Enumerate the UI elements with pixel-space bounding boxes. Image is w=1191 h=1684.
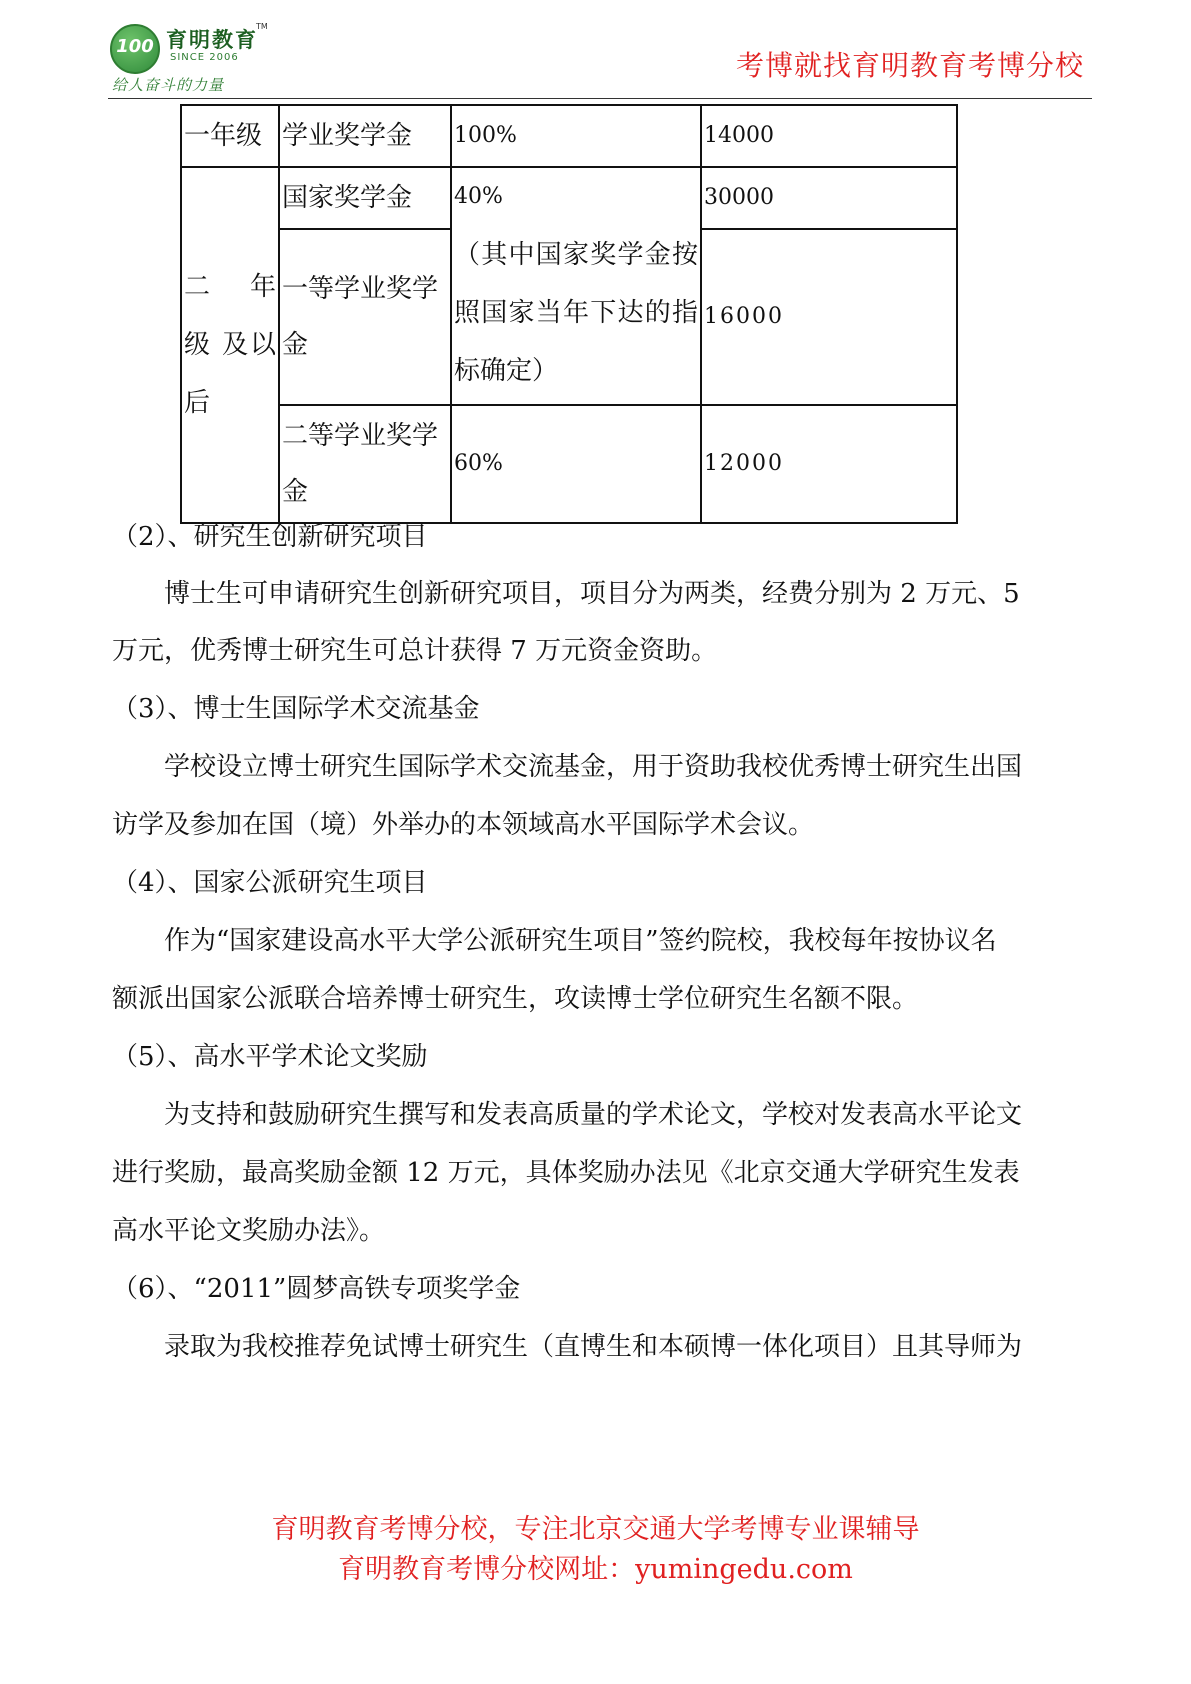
type-cell — [279, 405, 451, 523]
type-cell: 国家奖学金 — [279, 167, 451, 229]
ratio-note: （其中国家奖学金按照国家当年下达的指标确定） — [454, 240, 698, 386]
section-title: （5）、高水平学术论文奖励 — [112, 1042, 428, 1072]
type-label: 一等学业奖学金 — [282, 274, 439, 360]
type-cell — [279, 229, 451, 405]
ratio-cell: 60% — [451, 405, 701, 523]
logo-tm: TM — [256, 22, 268, 31]
paragraph-line: 万元，优秀博士研究生可总计获得 7 万元资金资助。 — [112, 636, 718, 666]
paragraph-line: 访学及参加在国（境）外举办的本领域高水平国际学术会议。 — [112, 810, 815, 840]
section-title: （4）、国家公派研究生项目 — [112, 868, 428, 898]
header-title: 考博就找育明教育考博分校 — [735, 49, 1084, 82]
ratio-cell — [451, 167, 701, 405]
grade-label: 二 年 级 及以后 — [184, 272, 276, 418]
paragraph-line: 高水平论文奖励办法》。 — [112, 1216, 386, 1246]
paragraph-line: 录取为我校推荐免试博士研究生（直博生和本硕博一体化项目）且其导师为 — [112, 1332, 1023, 1362]
section-title: （6）、“2011”圆梦高铁专项奖学金 — [112, 1274, 521, 1304]
ratio-cell: 100% — [451, 105, 701, 167]
grade-cell — [181, 167, 279, 523]
logo-since: SINCE 2006 — [170, 52, 239, 63]
amount-cell: 16000 — [701, 229, 957, 405]
paragraph-line: 进行奖励，最高奖励金额 12 万元，具体奖励办法见《北京交通大学研究生发表 — [112, 1158, 1020, 1188]
table-row — [181, 167, 957, 229]
paragraph-line: 作为“国家建设高水平大学公派研究生项目”签约院校，我校每年按协议名 — [112, 926, 997, 956]
paragraph-line: 学校设立博士研究生国际学术交流基金，用于资助我校优秀博士研究生出国 — [112, 752, 1023, 782]
amount-cell: 14000 — [701, 105, 957, 167]
table-row — [181, 405, 957, 523]
logo-slogan: 给人奋斗的力量 — [112, 76, 225, 94]
table-row — [181, 105, 957, 167]
type-label: 二等学业奖学金 — [282, 421, 439, 507]
footer-line-2: 育明教育考博分校网址：yumingedu.com — [338, 1554, 853, 1585]
logo-badge-number: 100 — [116, 36, 154, 57]
logo-badge-icon — [110, 24, 160, 74]
paragraph-line: 博士生可申请研究生创新研究项目，项目分为两类，经费分别为 2 万元、5 — [112, 579, 1020, 609]
amount-cell: 12000 — [701, 405, 957, 523]
grade-cell: 一年级 — [181, 105, 279, 167]
type-cell: 学业奖学金 — [279, 105, 451, 167]
logo-name: 育明教育 — [166, 27, 258, 52]
footer-line-1: 育明教育考博分校，专注北京交通大学考博专业课辅导 — [271, 1514, 920, 1545]
ratio-value: 40% — [454, 184, 503, 209]
paragraph-line: 为支持和鼓励研究生撰写和发表高质量的学术论文，学校对发表高水平论文 — [112, 1100, 1023, 1130]
amount-cell: 30000 — [701, 167, 957, 229]
section-title: （3）、博士生国际学术交流基金 — [112, 694, 480, 724]
section-title: （2）、研究生创新研究项目 — [112, 522, 428, 552]
yuming-logo — [110, 22, 270, 92]
paragraph-line: 额派出国家公派联合培养博士研究生，攻读博士学位研究生名额不限。 — [112, 984, 919, 1014]
scholarship-table — [180, 104, 958, 524]
page-header — [108, 20, 1092, 99]
